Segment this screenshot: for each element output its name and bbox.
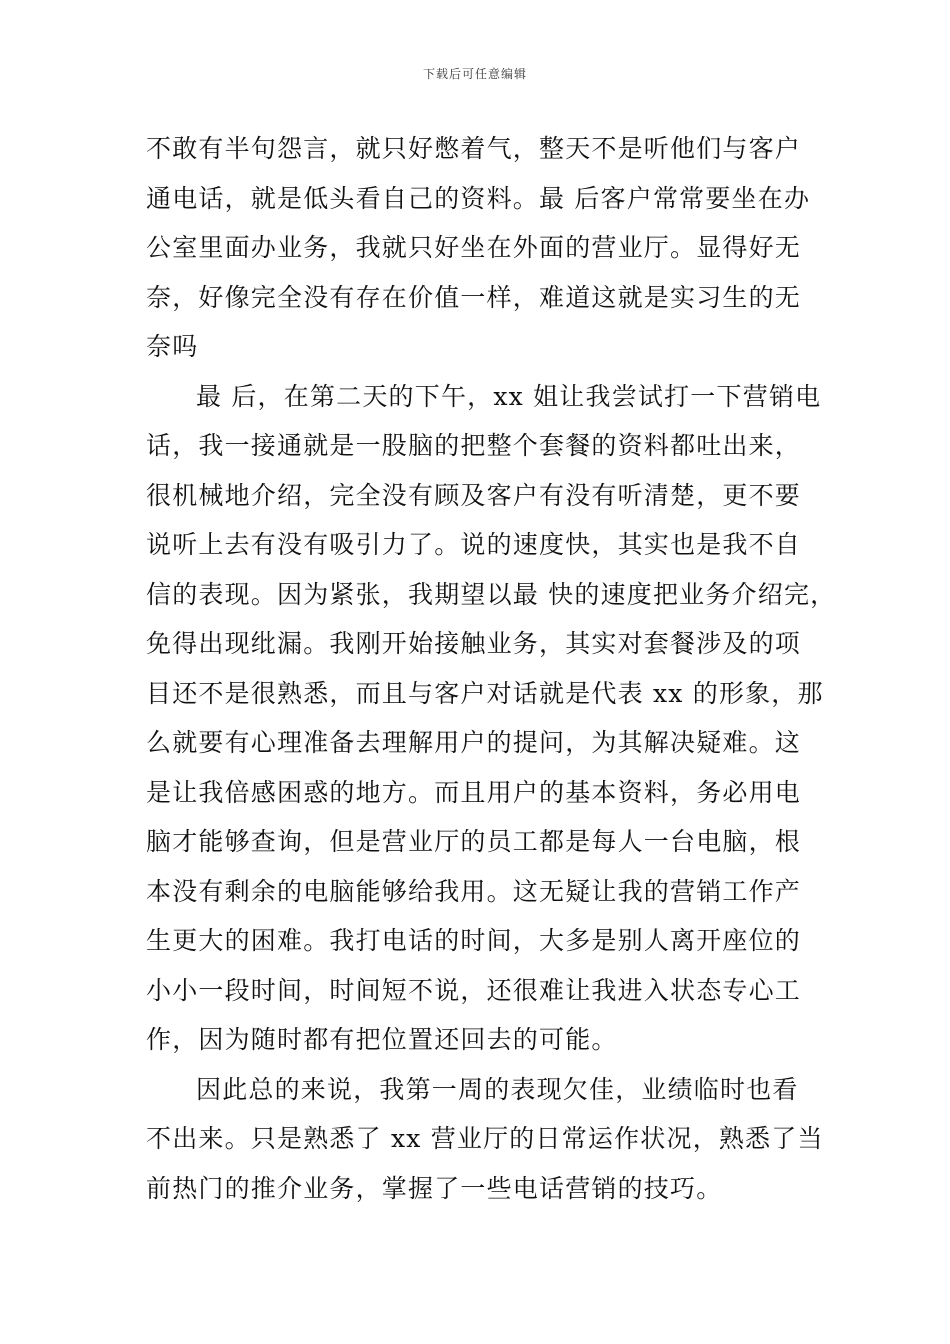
text-line: 通电话，就是低头看自己的资料。最 后客户常常要坐在办 — [146, 183, 811, 213]
text-line: 免得出现纰漏。我刚开始接触业务，其实对套餐涉及的项 — [146, 629, 802, 658]
paragraph-start-line: 最 后，在第二天的下午，xx 姐让我尝试打一下营销电 — [196, 381, 822, 411]
text-line: 小小一段时间，时间短不说，还很难让我进入状态专心工 — [146, 975, 802, 1005]
text-line: 脑才能够查询，但是营业厅的员工都是每人一台电脑，根 — [146, 827, 802, 856]
text-line: 本没有剩余的电脑能够给我用。这无疑让我的营销工作产 — [146, 876, 802, 906]
text-line: 很机械地介绍，完全没有顾及客户有没有听清楚，更不要 — [146, 480, 802, 510]
text-line: 是让我倍感困惑的地方。而且用户的基本资料，务必用电 — [146, 777, 802, 807]
text-line: 么就要有心理准备去理解用户的提问，为其解决疑难。这 — [146, 728, 802, 757]
header-note: 下载后可任意编辑 — [422, 67, 527, 81]
text-line: 目还不是很熟悉，而且与客户对话就是代表 xx 的形象，那 — [146, 678, 824, 708]
text-line: 信的表现。因为紧张，我期望以最 快的速度把业务介绍完， — [146, 579, 837, 609]
text-line: 说听上去有没有吸引力了。说的速度快，其实也是我不自 — [146, 530, 802, 559]
text-line: 不出来。只是熟悉了 xx 营业厅的日常运作状况，熟悉了当 — [146, 1124, 824, 1153]
text-line: 奈，好像完全没有存在价值一样，难道这就是实习生的无 — [146, 282, 802, 312]
text-line: 作，因为随时都有把位置还回去的可能。 — [146, 1025, 618, 1054]
body-text — [146, 124, 846, 1213]
text-line: 公室里面办业务，我就只好坐在外面的营业厅。显得好无 — [146, 233, 802, 262]
text-line: 前热门的推介业务，掌握了一些电话营销的技巧。 — [146, 1173, 723, 1203]
text-line: 不敢有半句怨言，就只好憋着气，整天不是听他们与客户 — [146, 134, 802, 163]
text-line: 生更大的困难。我打电话的时间，大多是别人离开座位的 — [146, 926, 802, 955]
text-line: 奈吗 — [146, 332, 199, 361]
text-line: 话，我一接通就是一股脑的把整个套餐的资料都吐出来， — [146, 431, 802, 460]
paragraph-start-line: 因此总的来说，我第一周的表现欠佳，业绩临时也看 — [196, 1074, 799, 1104]
